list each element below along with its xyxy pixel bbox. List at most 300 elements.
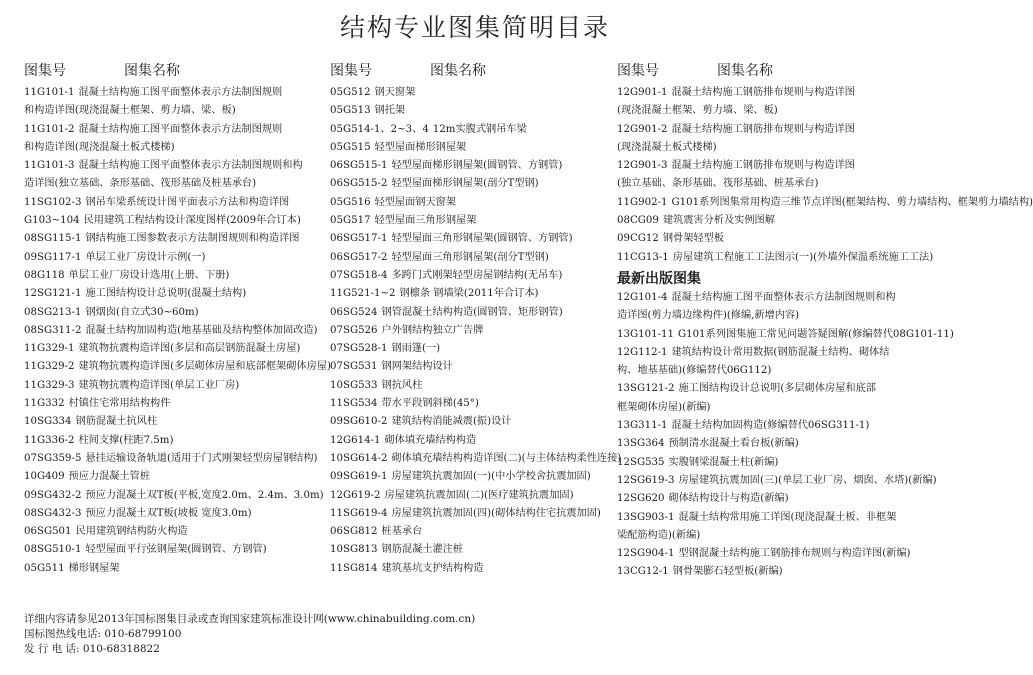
catalog-entry-line: [330, 267, 615, 285]
catalog-entry-line: [24, 194, 324, 212]
header-name-label: 图集名称: [124, 63, 180, 79]
atlas-code: 11G101-3: [24, 160, 75, 172]
catalog-entry: [24, 249, 324, 267]
atlas-name: 轻型屋面梯形钢屋架(圆钢管、方钢管): [391, 160, 563, 172]
atlas-code: 10SG334: [24, 416, 72, 428]
atlas-code: G103~104: [24, 215, 80, 227]
column-header: [617, 60, 942, 84]
catalog-entry-line: [330, 304, 615, 322]
new-catalog-list: [617, 289, 954, 582]
atlas-name: 村镇住宅常用结构构件: [68, 398, 171, 410]
catalog-entry: [330, 175, 615, 193]
atlas-name: 建筑基坑支护结构构造: [381, 562, 484, 574]
catalog-entry: [24, 413, 324, 431]
catalog-entry: [617, 230, 942, 248]
catalog-entry-line: [617, 157, 942, 175]
catalog-entry: [330, 304, 615, 322]
atlas-name: 带水平段钢斜梯(45°): [381, 398, 479, 410]
catalog-entry: [330, 432, 615, 450]
catalog-entry: [617, 563, 942, 581]
header-code-label: 图集号: [330, 63, 372, 79]
catalog-entry-line: [330, 432, 615, 450]
catalog-entry-line: [617, 509, 942, 527]
atlas-name: 建筑物抗震构造详图(多层砌体房屋和底部框架砌体房屋): [78, 361, 331, 373]
catalog-entry: [330, 487, 615, 505]
atlas-code: 11SG814: [330, 562, 378, 574]
catalog-entry: [617, 490, 942, 508]
atlas-name: 钢檩条 钢墙梁(2011年合订本): [399, 288, 539, 300]
catalog-entry-line: [330, 322, 615, 340]
catalog-entry-line: [24, 505, 324, 523]
atlas-name: 预应力混凝土管桩: [68, 471, 151, 483]
atlas-name: (独立基础、条形基础、筏形基础、桩基承台): [617, 178, 819, 190]
atlas-name: 钢雨篷(一): [391, 343, 441, 355]
catalog-entry: [617, 84, 942, 121]
header-code-label: 图集号: [617, 63, 659, 79]
atlas-name: 轻型屋面三角形钢屋架(剖分T型钢): [391, 251, 549, 263]
atlas-name: 构、地基基础)(修编替代06G112): [617, 365, 772, 377]
atlas-code: 11CG13-1: [617, 251, 669, 263]
catalog-entry: [24, 541, 324, 559]
catalog-entry: [617, 380, 942, 417]
atlas-code: 11G329-1: [24, 343, 75, 355]
catalog-list: [330, 84, 622, 578]
atlas-name: 房屋建筑抗震加固(二)(医疗建筑抗震加固): [384, 489, 574, 501]
atlas-code: 11G101-2: [24, 123, 75, 135]
catalog-entry: [330, 560, 615, 578]
catalog-entry-continuation: [617, 139, 942, 157]
catalog-entry: [24, 487, 324, 505]
atlas-code: 12G901-3: [617, 160, 668, 172]
catalog-entry-line: [330, 450, 622, 468]
catalog-entry-line: [24, 523, 324, 541]
catalog-list: [617, 84, 1033, 267]
atlas-name: 预制清水混凝土看台板(新编): [668, 438, 799, 450]
catalog-entry-line: [617, 212, 942, 230]
catalog-entry-line: [330, 505, 615, 523]
atlas-name: G101系列图集常用构造三维节点详图(框架结构、剪力墙结构、框架剪力墙结构): [671, 196, 1033, 208]
atlas-name: 12m实腹式钢吊车梁: [432, 123, 527, 135]
atlas-name: 悬挂运输设备轨道(适用于门式刚架轻型房屋钢结构): [85, 452, 318, 464]
column-header: [24, 60, 324, 84]
atlas-name: 桩基承台: [381, 526, 423, 538]
catalog-entry: [330, 249, 615, 267]
atlas-name: 单层工业厂房设计选用(上册、下册): [68, 269, 230, 281]
atlas-code: 06SG501: [24, 526, 72, 538]
atlas-code: 11G336-2: [24, 434, 75, 446]
atlas-name: 轻型屋面三角形钢屋架(圆钢管、方钢管): [391, 233, 573, 245]
catalog-entry: [617, 121, 942, 158]
atlas-name: G101系列图集施工常见问题答疑图解(修编替代08G101-11): [677, 328, 954, 340]
catalog-entry-line: [24, 541, 324, 559]
catalog-entry: [24, 121, 324, 158]
catalog-entry: [330, 121, 615, 139]
atlas-name: 轻型屋面钢天窗架: [374, 196, 457, 208]
catalog-entry-line: [330, 377, 615, 395]
catalog-entry: [617, 509, 942, 546]
catalog-entry: [330, 358, 615, 376]
catalog-entry: [24, 505, 324, 523]
catalog-entry: [24, 358, 331, 376]
atlas-code: 11G521-1~2: [330, 288, 396, 300]
atlas-name: (现浇混凝土框架、剪力墙、梁、板): [617, 105, 778, 117]
atlas-name: 砌体填充墙结构构造详图(二)(与主体结构柔性连接): [391, 452, 622, 464]
catalog-entry-line: [330, 194, 615, 212]
catalog-entry: [24, 322, 324, 340]
catalog-entry-continuation: [24, 175, 324, 193]
atlas-code: 05G512: [330, 87, 371, 98]
catalog-entry: [617, 472, 942, 490]
atlas-name: 型钢混凝土结构施工钢筋排布规则与构造详图(新编): [678, 548, 911, 560]
atlas-name: 轻型屋面平行弦钢屋架(圆钢管、方钢管): [85, 544, 267, 556]
catalog-entry-line: [330, 413, 615, 431]
catalog-entry-line: [617, 230, 942, 248]
footer-website-note: 详细内容请参见2013年国标图集目录或查询国家建筑标准设计网(www.chinabuilding.com.cn): [24, 613, 476, 625]
catalog-entry-line: [330, 230, 615, 248]
catalog-entry: [24, 340, 324, 358]
catalog-entry-continuation: [24, 139, 324, 157]
atlas-code: 05G515: [330, 141, 371, 153]
catalog-entry: [24, 267, 324, 285]
atlas-name: 建筑结构设计常用数据(钢筋混凝土结构、砌体结: [671, 346, 890, 358]
catalog-entry: [617, 326, 954, 344]
atlas-name: 建筑物抗震构造详图(单层工业厂房): [78, 379, 240, 391]
catalog-entry-line: [617, 326, 954, 344]
atlas-code: 12SG535: [617, 456, 665, 468]
atlas-name: 房屋建筑抗震加固(三)(单层工业厂房、烟囱、水塔)(新编): [678, 474, 937, 486]
atlas-code: 12SG904-1: [617, 548, 675, 560]
catalog-entry-line: [330, 395, 615, 413]
atlas-name: (现浇混凝土板式楼梯): [617, 141, 717, 153]
atlas-name: 混凝土结构施工图平面整体表示方法制图规则和构: [671, 291, 896, 303]
catalog-entry: [617, 194, 1033, 212]
atlas-code: 09SG619-1: [330, 471, 388, 483]
atlas-name: 民用建筑钢结构防火构造: [75, 526, 188, 538]
catalog-entry-line: [617, 417, 942, 435]
catalog-entry: [617, 545, 942, 563]
atlas-code: 06SG515-1: [330, 160, 388, 172]
catalog-entry: [330, 468, 615, 486]
catalog-entry-line: [617, 194, 1033, 212]
catalog-entry: [330, 505, 615, 523]
atlas-name: 钢骨架膨石轻型板(新编): [672, 566, 783, 578]
catalog-entry-continuation: [617, 307, 942, 325]
catalog-entry: [617, 249, 942, 267]
atlas-name: 钢天窗架: [374, 87, 416, 98]
catalog-entry: [330, 395, 615, 413]
atlas-code: 09SG117-1: [24, 251, 82, 263]
atlas-name: 造详图(独立基础、条形基础、筏形基础及桩基承台): [24, 178, 257, 190]
catalog-entry-line: [617, 249, 942, 267]
catalog-entry-line: [330, 84, 615, 102]
catalog-entry-line: [617, 563, 942, 581]
catalog-entry: [330, 212, 615, 230]
atlas-code: 08SG115-1: [24, 233, 82, 245]
atlas-code: 07SG359-5: [24, 452, 82, 464]
catalog-entry-line: [24, 450, 324, 468]
page-title: 结构专业图集简明目录: [339, 13, 610, 42]
atlas-code: 13G311-1: [617, 420, 668, 432]
atlas-code: 05G516: [330, 196, 371, 208]
atlas-name: 砌体结构设计与构造(新编): [668, 493, 789, 505]
catalog-entry-line: [24, 432, 324, 450]
catalog-entry-line: [24, 487, 324, 505]
atlas-code: 12SG619-3: [617, 474, 675, 486]
header-code-label: 图集号: [24, 63, 66, 79]
atlas-code: 08SG510-1: [24, 544, 82, 556]
atlas-name: 钢管混凝土结构构造(圆钢管、矩形钢管): [381, 306, 563, 318]
catalog-entry: [24, 450, 324, 468]
atlas-name: 混凝土结构施工钢筋排布规则与构造详图: [671, 123, 855, 135]
catalog-entry-line: [330, 285, 615, 303]
catalog-entry-line: [617, 490, 942, 508]
catalog-entry: [330, 541, 615, 559]
atlas-code: 06SG524: [330, 306, 378, 318]
catalog-entry: [330, 340, 615, 358]
atlas-name: 混凝土结构施工图平面整体表示方法制图规则和构: [78, 160, 303, 172]
catalog-entry: [330, 194, 615, 212]
atlas-name: 和构造详图(现浇混凝土框架、剪力墙、梁、板): [24, 105, 236, 117]
catalog-entry: [330, 523, 615, 541]
catalog-column-3: [617, 60, 1033, 582]
atlas-name: 建筑震害分析及实例图解: [662, 215, 775, 227]
footer-distribution-phone: 发 行 电 话: 010-68318822: [24, 643, 160, 655]
catalog-entry-line: [24, 267, 324, 285]
catalog-list: [24, 84, 331, 578]
atlas-code: 11SG619-4: [330, 507, 388, 519]
atlas-name: 建筑结构消能减震(振)设计: [391, 416, 512, 428]
atlas-code: 13SG903-1: [617, 511, 675, 523]
atlas-code: 09SG432-2: [24, 489, 82, 501]
atlas-name: 框架砌体房屋)(新编): [617, 401, 711, 413]
catalog-entry: [330, 157, 615, 175]
atlas-name: 混凝土结构加固构造(修编替代06SG311-1): [671, 420, 870, 432]
atlas-name: 单层工业厂房设计示例(一): [85, 251, 206, 263]
atlas-code: 12G901-1: [617, 87, 668, 98]
atlas-code: 06SG517-2: [330, 251, 388, 263]
atlas-code: 07SG531: [330, 361, 378, 373]
catalog-entry-line: [24, 322, 324, 340]
atlas-code: 12G614-1: [330, 434, 381, 446]
atlas-name: 多跨门式刚架轻型房屋钢结构(无吊车): [391, 269, 563, 281]
catalog-entry-line: [24, 560, 324, 578]
catalog-entry: [617, 417, 942, 435]
atlas-code: 06SG517-1: [330, 233, 388, 245]
catalog-entry: [330, 267, 615, 285]
catalog-entry-line: [330, 157, 615, 175]
catalog-entry: [330, 102, 615, 120]
atlas-name: 户外钢结构独立广告牌: [381, 324, 484, 336]
catalog-entry-line: [24, 340, 324, 358]
atlas-name: 房屋建筑工程施工工法图示(一)(外墙外保温系统施工工法): [672, 251, 934, 263]
atlas-code: 11G101-1: [24, 87, 75, 98]
atlas-name: 钢骨架轻型板: [662, 233, 724, 245]
atlas-code: 12G112-1: [617, 346, 668, 358]
atlas-name: 轻型屋面梯形钢屋架(剖分T型钢): [391, 178, 539, 190]
atlas-name: 房屋建筑抗震加固(四)(砌体结构住宅抗震加固): [391, 507, 601, 519]
catalog-entry: [330, 413, 615, 431]
atlas-name: 钢网架结构设计: [381, 361, 453, 373]
atlas-name: 混凝土结构加固构造(地基基础及结构整体加固改造): [85, 324, 318, 336]
catalog-entry: [617, 344, 942, 381]
atlas-name: 施工图结构设计总说明(混凝土结构): [85, 288, 247, 300]
atlas-code: 05G514-1、2~3、4: [330, 123, 429, 135]
atlas-name: 混凝土结构施工图平面整体表示方法制图规则: [78, 87, 283, 98]
catalog-entry-line: [24, 377, 324, 395]
atlas-name: 预应力混凝土双T板(坡板 宽度3.0m): [85, 507, 252, 519]
catalog-entry-line: [24, 395, 324, 413]
catalog-entry-line: [617, 454, 942, 472]
atlas-name: 民用建筑工程结构设计深度图样(2009年合订本): [83, 215, 301, 227]
catalog-entry-line: [617, 344, 942, 362]
header-name-label: 图集名称: [430, 63, 486, 79]
atlas-code: 12SG620: [617, 493, 665, 505]
atlas-name: 钢筋混凝土灌注桩: [381, 544, 464, 556]
atlas-name: 柱间支撑(柱距7.5m): [78, 434, 174, 446]
catalog-entry: [617, 289, 942, 326]
catalog-entry-continuation: [24, 102, 324, 120]
atlas-name: 钢吊车梁系统设计图平面表示方法和构造详图: [85, 196, 290, 208]
catalog-entry: [24, 230, 324, 248]
atlas-name: 实腹钢梁混凝土柱(新编): [668, 456, 779, 468]
atlas-name: 轻型屋面三角形钢屋架: [374, 215, 477, 227]
new-section-title: 最新出版图集: [617, 270, 701, 287]
catalog-entry: [24, 194, 324, 212]
catalog-entry-continuation: [617, 399, 942, 417]
atlas-code: 11G329-3: [24, 379, 75, 391]
catalog-entry-continuation: [617, 175, 942, 193]
footer-info: [24, 612, 724, 657]
catalog-entry-line: [24, 230, 324, 248]
catalog-entry-line: [617, 435, 942, 453]
atlas-name: 钢烟囱(自立式30~60m): [85, 306, 199, 318]
catalog-entry: [24, 377, 324, 395]
catalog-entry-line: [330, 523, 615, 541]
catalog-entry: [617, 454, 942, 472]
atlas-code: 07SG518-4: [330, 269, 388, 281]
atlas-name: 造详图(剪力墙边缘构件)(修编,新增内容): [617, 310, 800, 322]
catalog-entry-line: [330, 139, 615, 157]
catalog-entry-line: [24, 285, 324, 303]
catalog-entry: [330, 230, 615, 248]
catalog-entry-line: [330, 102, 615, 120]
catalog-entry: [24, 560, 324, 578]
atlas-code: 11SG534: [330, 398, 378, 410]
atlas-code: 09SG610-2: [330, 416, 388, 428]
atlas-name: 混凝土结构常用施工详图(现浇混凝土板、非框架: [678, 511, 897, 523]
atlas-name: 建筑物抗震构造详图(多层和高层钢筋混凝土房屋): [78, 343, 301, 355]
atlas-name: 混凝土结构施工钢筋排布规则与构造详图: [671, 87, 855, 98]
catalog-entry-line: [24, 212, 324, 230]
catalog-entry: [617, 212, 942, 230]
atlas-code: 13SG121-2: [617, 383, 675, 395]
atlas-name: 砌体填充墙结构构造: [384, 434, 477, 446]
catalog-entry-line: [617, 289, 942, 307]
atlas-code: 12G101-4: [617, 291, 668, 303]
atlas-name: 预应力混凝土双T板(平板,宽度2.0m、2.4m、3.0m): [85, 489, 324, 501]
atlas-code: 07SG528-1: [330, 343, 388, 355]
atlas-name: 和构造详图(现浇混凝土板式楼梯): [24, 141, 175, 153]
atlas-code: 13G101-11: [617, 328, 674, 340]
atlas-code: 12G619-2: [330, 489, 381, 501]
catalog-entry-line: [617, 545, 942, 563]
catalog-entry: [330, 84, 615, 102]
catalog-entry-line: [330, 121, 615, 139]
catalog-column-2: [330, 60, 622, 578]
catalog-entry: [24, 432, 324, 450]
atlas-code: 08G118: [24, 269, 65, 281]
atlas-name: 混凝土结构施工钢筋排布规则与构造详图: [671, 160, 855, 172]
catalog-entry-line: [330, 487, 615, 505]
catalog-entry-line: [24, 121, 324, 139]
catalog-entry-line: [330, 212, 615, 230]
catalog-entry: [330, 322, 615, 340]
atlas-name: 房屋建筑抗震加固(一)(中小学校舍抗震加固): [391, 471, 591, 483]
atlas-code: 06SG812: [330, 526, 378, 538]
atlas-code: 05G513: [330, 105, 371, 117]
catalog-entry: [617, 435, 942, 453]
catalog-entry-continuation: [617, 102, 942, 120]
atlas-name: 混凝土结构施工图平面整体表示方法制图规则: [78, 123, 283, 135]
atlas-code: 11SG102-3: [24, 196, 82, 208]
catalog-entry-line: [617, 84, 942, 102]
atlas-name: 钢托架: [374, 105, 406, 117]
catalog-entry: [24, 304, 324, 322]
catalog-entry-line: [330, 249, 615, 267]
atlas-code: 11G332: [24, 398, 65, 410]
column-header: [330, 60, 615, 84]
atlas-code: 12G901-2: [617, 123, 668, 135]
catalog-entry: [24, 395, 324, 413]
catalog-entry: [330, 139, 615, 157]
catalog-entry-line: [24, 84, 324, 102]
atlas-code: 09CG12: [617, 233, 659, 245]
atlas-code: 05G511: [24, 562, 65, 574]
catalog-entry: [24, 212, 324, 230]
catalog-entry: [24, 285, 324, 303]
catalog-entry-line: [330, 358, 615, 376]
atlas-code: 08SG311-2: [24, 324, 82, 336]
catalog-entry-line: [330, 541, 615, 559]
atlas-code: 08CG09: [617, 215, 659, 227]
atlas-name: 钢筋混凝土抗风柱: [75, 416, 158, 428]
catalog-entry-line: [617, 380, 942, 398]
atlas-code: 08SG432-3: [24, 507, 82, 519]
atlas-code: 11G902-1: [617, 196, 668, 208]
catalog-entry-line: [330, 340, 615, 358]
catalog-entry-line: [24, 468, 324, 486]
catalog-entry: [617, 157, 942, 194]
atlas-name: 钢抗风柱: [381, 379, 423, 391]
footer-hotline: 国标图热线电话: 010-68799100: [24, 628, 182, 640]
atlas-code: 13SG364: [617, 438, 665, 450]
atlas-code: 10SG813: [330, 544, 378, 556]
atlas-code: 07SG526: [330, 324, 378, 336]
catalog-entry: [24, 523, 324, 541]
atlas-code: 10SG614-2: [330, 452, 388, 464]
catalog-entry-continuation: [617, 362, 942, 380]
atlas-code: 13CG12-1: [617, 566, 669, 578]
catalog-entry-line: [24, 413, 324, 431]
catalog-entry: [24, 84, 324, 121]
atlas-code: 05G517: [330, 215, 371, 227]
atlas-code: 12SG121-1: [24, 288, 82, 300]
catalog-entry-line: [24, 249, 324, 267]
atlas-name: 轻型屋面梯形钢屋架: [374, 141, 467, 153]
catalog-entry-line: [24, 304, 324, 322]
catalog-entry-line: [330, 560, 615, 578]
atlas-name: 梁配筋构造)(新编): [617, 529, 701, 541]
